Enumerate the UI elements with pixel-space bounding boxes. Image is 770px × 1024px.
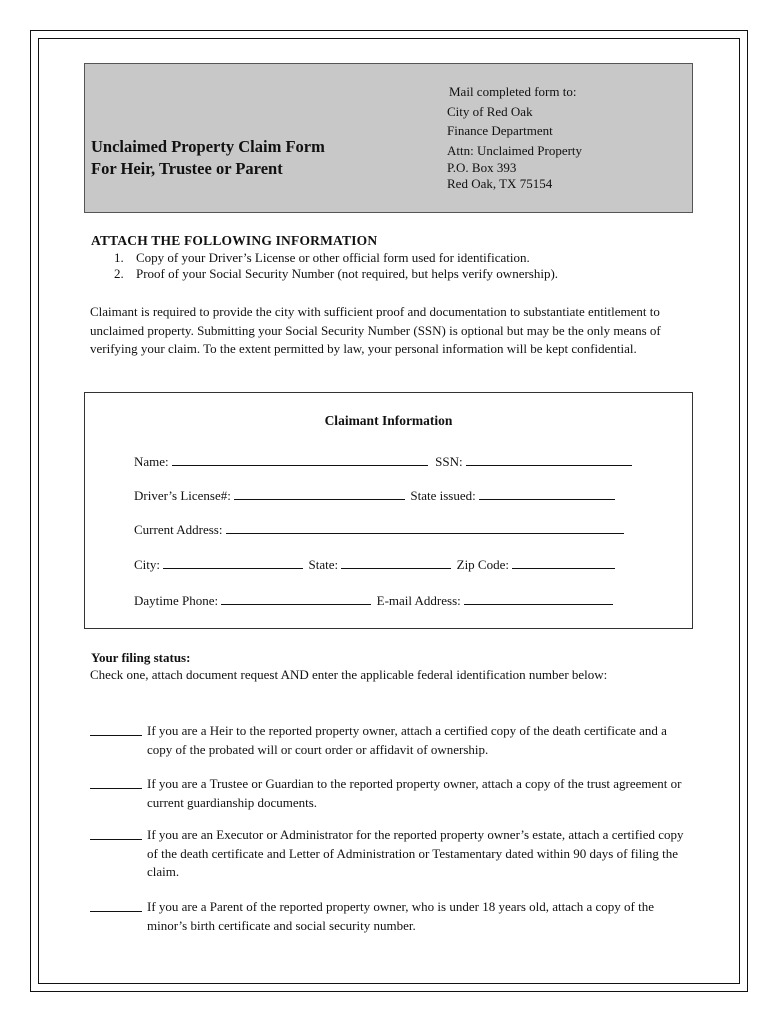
- city-label: City:: [134, 557, 161, 572]
- claimant-information-box: [84, 392, 693, 629]
- attach-list: [114, 250, 558, 282]
- ssn-label: SSN:: [435, 454, 463, 469]
- name-field[interactable]: [172, 452, 428, 466]
- filing-status-heading: Your filing status:: [91, 650, 191, 665]
- name-label: Name:: [134, 454, 169, 469]
- list-item: [114, 250, 558, 266]
- filing-option-text: If you are a Trustee or Guardian to the reported property owner, attach a copy of the trust agreement or current guardianship documents.: [147, 776, 682, 810]
- list-item: [114, 266, 558, 282]
- state-label: State:: [308, 557, 339, 572]
- filing-option-executor: [90, 826, 690, 882]
- state-issued-field[interactable]: [479, 486, 615, 500]
- filing-option-text: If you are a Parent of the reported property owner, who is under 18 years old, attach a copy of the minor’s birth certificate and social security number.: [147, 899, 655, 933]
- mail-line: P.O. Box 393: [447, 160, 517, 175]
- list-number: 2.: [114, 266, 124, 281]
- phone-email-row: [134, 591, 613, 609]
- ssn-field[interactable]: [466, 452, 632, 466]
- daytime-phone-field[interactable]: [221, 591, 371, 605]
- current-address-field[interactable]: [226, 520, 624, 534]
- name-ssn-row: [134, 452, 632, 470]
- mail-line: Finance Department: [447, 123, 553, 138]
- license-row: [134, 486, 615, 504]
- email-label: E-mail Address:: [376, 593, 461, 608]
- mail-line: Red Oak, TX 75154: [447, 176, 553, 191]
- address-row: [134, 520, 624, 538]
- zip-code-label: Zip Code:: [456, 557, 509, 572]
- state-issued-label: State issued:: [410, 488, 476, 503]
- attach-heading: ATTACH THE FOLLOWING INFORMATION: [91, 233, 378, 248]
- state-field[interactable]: [341, 555, 451, 569]
- filing-option-text: If you are an Executor or Administrator for the reported property owner’s estate, attach a certified copy of the death certificate and Letter of Administration or Testamentary dated within 90 days of filing the claim.: [147, 827, 684, 879]
- list-text: Proof of your Social Security Number (not required, but helps verify ownership).: [136, 266, 559, 281]
- drivers-license-field[interactable]: [234, 486, 405, 500]
- list-text: Copy of your Driver’s License or other official form used for identification.: [136, 250, 530, 265]
- zip-code-field[interactable]: [512, 555, 615, 569]
- filing-checkline[interactable]: [90, 898, 142, 912]
- filing-checkline[interactable]: [90, 775, 142, 789]
- daytime-phone-label: Daytime Phone:: [134, 593, 219, 608]
- privacy-notice: Claimant is required to provide the city with sufficient proof and documentation to substantiate entitlement to unclaimed property. Submitting your Social Security Number (SSN) is optional but may be the only means of verifying your claim. To the extent permitted by law, your personal information will be kept confidential.: [90, 304, 661, 356]
- filing-option-text: If you are a Heir to the reported property owner, attach a certified copy of the death certificate and a copy of the probated will or court order or affidavit of ownership.: [147, 723, 667, 757]
- filing-instructions: Check one, attach document request AND enter the applicable federal identification number below:: [90, 667, 608, 682]
- filing-option-heir: [90, 722, 690, 759]
- filing-option-parent: [90, 898, 690, 935]
- filing-checkline[interactable]: [90, 722, 142, 736]
- form-header: [84, 63, 693, 213]
- city-field[interactable]: [163, 555, 303, 569]
- filing-option-trustee: [90, 775, 690, 812]
- email-field[interactable]: [464, 591, 613, 605]
- mail-line: City of Red Oak: [447, 103, 533, 119]
- filing-checkline[interactable]: [90, 826, 142, 840]
- list-number: 1.: [114, 250, 124, 265]
- mailing-address: [447, 82, 582, 192]
- form-title-line2: For Heir, Trustee or Parent: [91, 159, 283, 178]
- mail-to-label: Mail completed form to:: [449, 84, 577, 99]
- form-title-line1: Unclaimed Property Claim Form: [91, 137, 325, 156]
- form-title: [91, 136, 325, 180]
- city-state-zip-row: [134, 555, 615, 573]
- claimant-section-title: Claimant Information: [324, 413, 453, 428]
- mail-line: Attn: Unclaimed Property: [447, 142, 583, 158]
- drivers-license-label: Driver’s License#:: [134, 488, 231, 503]
- current-address-label: Current Address:: [134, 522, 223, 537]
